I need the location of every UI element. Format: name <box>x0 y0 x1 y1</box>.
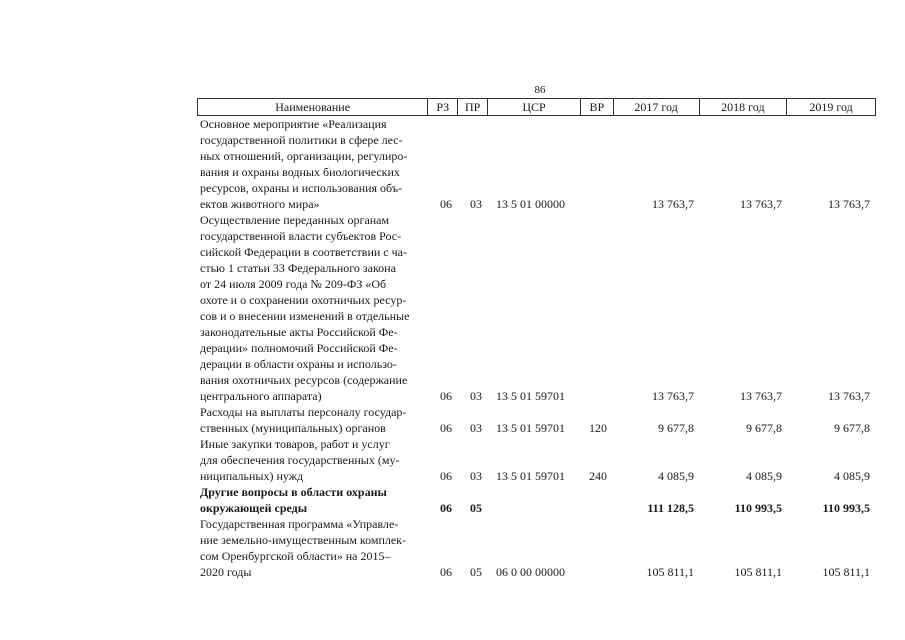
table-row <box>200 404 876 436</box>
row-rz: 06 <box>440 389 452 403</box>
row-2019: 4 085,9 <box>834 469 870 483</box>
row-csr: 13 5 01 59701 <box>496 421 565 435</box>
row-2018: 110 993,5 <box>734 501 782 515</box>
row-2018: 13 763,7 <box>740 197 782 211</box>
header-vr: ВР <box>581 99 614 115</box>
row-vr: 240 <box>589 469 607 483</box>
row-rz: 06 <box>440 421 452 435</box>
row-pr: 03 <box>470 421 482 435</box>
row-2018: 105 811,1 <box>734 565 782 579</box>
row-rz: 06 <box>440 501 452 515</box>
row-pr: 03 <box>470 197 482 211</box>
row-2018: 13 763,7 <box>740 389 782 403</box>
header-2017: 2017 год <box>614 99 700 115</box>
row-csr: 13 5 01 59701 <box>496 389 565 403</box>
row-2017: 9 677,8 <box>658 421 694 435</box>
row-2017: 111 128,5 <box>647 501 694 515</box>
row-rz: 06 <box>440 469 452 483</box>
row-pr: 05 <box>470 501 482 515</box>
row-pr: 03 <box>470 469 482 483</box>
row-name: Осуществление переданных органам государственной власти субъектов Рос- сийской Федерации в соответствии с ча- стью 1 статьи 33 Федерального закона от 24 июля 2009 года № 209-ФЗ «Об охоте и о сохранении охотничьих ресур- сов и о внесении изменений в отдельные законодательные акты Российской Фе- дерации» полномочий Российской Фе- дерации в области охраны и использо- вания охотничьих ресурсов (содержание центрального аппарата) <box>200 213 410 403</box>
table-row <box>200 484 876 516</box>
row-2019: 105 811,1 <box>822 565 870 579</box>
row-2018: 4 085,9 <box>746 469 782 483</box>
row-2017: 13 763,7 <box>652 197 694 211</box>
page-number: 86 <box>534 84 546 96</box>
row-name: Иные закупки товаров, работ и услуг для обеспечения государственных (му- ниципальных) нужд <box>200 437 400 483</box>
row-2017: 4 085,9 <box>658 469 694 483</box>
row-2017: 13 763,7 <box>652 389 694 403</box>
row-name: Другие вопросы в области охраны окружающей среды <box>200 485 387 515</box>
row-2019: 110 993,5 <box>822 501 870 515</box>
table-body <box>200 116 876 580</box>
row-rz: 06 <box>440 565 452 579</box>
row-rz: 06 <box>440 197 452 211</box>
row-name: Расходы на выплаты персоналу государ- ственных (муниципальных) органов <box>200 405 407 435</box>
row-2018: 9 677,8 <box>746 421 782 435</box>
header-rz: РЗ <box>428 99 458 115</box>
table-header <box>197 98 876 116</box>
table-row <box>200 516 876 580</box>
table-row <box>200 436 876 484</box>
row-2017: 105 811,1 <box>646 565 694 579</box>
row-csr: 13 5 01 00000 <box>496 197 565 211</box>
header-2018: 2018 год <box>700 99 788 115</box>
header-name: Наименование <box>198 99 428 115</box>
table-row <box>200 116 876 212</box>
row-2019: 9 677,8 <box>834 421 870 435</box>
row-name: Государственная программа «Управле- ние земельно-имущественным комплек- сом Оренбургской области» на 2015– 2020 годы <box>200 517 407 579</box>
row-vr: 120 <box>589 421 607 435</box>
row-name: Основное мероприятие «Реализация государственной политики в сфере лес- ных отношений, организации, регулиро- вания и охраны водных биологических ресурсов, охраны и использования объ- ектов животного мира» <box>200 117 408 211</box>
row-pr: 03 <box>470 389 482 403</box>
header-2019: 2019 год <box>809 100 853 114</box>
table-row <box>200 212 876 404</box>
header-csr: ЦСР <box>488 99 581 115</box>
row-csr: 06 0 00 00000 <box>496 565 565 579</box>
row-2019: 13 763,7 <box>828 197 870 211</box>
row-csr: 13 5 01 59701 <box>496 469 565 483</box>
row-2019: 13 763,7 <box>828 389 870 403</box>
row-pr: 05 <box>470 565 482 579</box>
header-pr: ПР <box>458 99 488 115</box>
